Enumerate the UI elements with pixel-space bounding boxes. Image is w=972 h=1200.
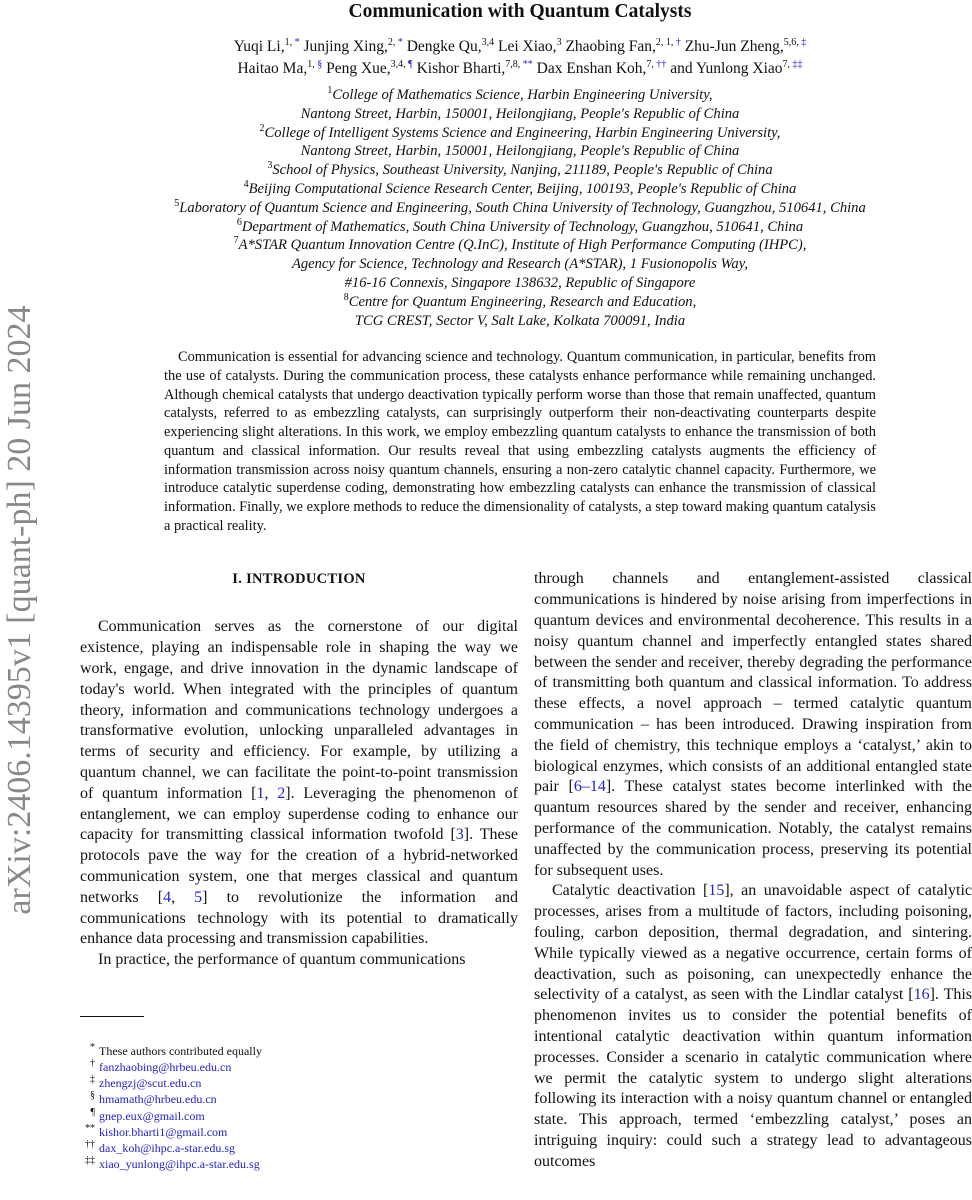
author-affiliation-marks [388, 37, 403, 48]
affiliation-text: #16-16 Connexis, Singapore 138632, Republic of Singapore [344, 274, 696, 291]
author-affiliation-marks [285, 37, 300, 48]
citation-link[interactable]: 15 [708, 882, 725, 900]
author-affiliation-marks [646, 59, 666, 70]
paragraph-text: , [264, 784, 278, 802]
citation-link[interactable]: 5 [194, 888, 203, 906]
author-affiliation-marks [505, 59, 533, 70]
author [537, 60, 667, 77]
paragraph-text: , [171, 888, 195, 906]
affiliation-line [80, 312, 960, 331]
affiliation-text: School of Physics, Southeast University, Nanjing, 211189, People's Republic of China [272, 162, 773, 179]
footnote-link[interactable]: § [317, 58, 323, 70]
affiliation-text: Beijing Computational Science Research Center, Beijing, 100193, People's Republic of China [248, 180, 797, 197]
author-name: Haitao Ma, [237, 60, 308, 77]
affiliation-text: Agency for Science, Technology and Research (A*STAR), 1 Fusionopolis Way, [291, 256, 749, 273]
author [326, 60, 413, 77]
paragraph-text: Communication serves as the cornerstone of our digital existence, playing an indispensable role in shaping the way we work, engage, and drive innovation in the dynamic landscape of today's world. When integrated with the principles of quantum theory, information and communications technology undergoes a transformative evolution, unlocking unparalleled advantages in terms of security and efficiency. For example, by utilizing a quantum channel, we can facilitate the point-to-point transmission of quantum information [ [80, 618, 518, 802]
footnote-rule [80, 1016, 144, 1017]
author [417, 60, 533, 77]
email-link[interactable]: hmamath@hrbeu.edu.cn [99, 1092, 217, 1107]
section-heading-introduction: I. INTRODUCTION [232, 571, 366, 588]
author [670, 60, 802, 77]
citation-link[interactable]: 6–14 [573, 778, 606, 796]
footnote: * These authors contributed equally [90, 1041, 262, 1058]
affiliation-numbers: 7, [646, 58, 657, 70]
footnote-link[interactable]: † [675, 36, 681, 48]
author [565, 38, 680, 55]
affiliation-number: 6 [236, 216, 242, 228]
paragraph-text: ]. These catalyst states become interlinked with the quantum resources shared by the sender and receiver, enhancing performance of the communication. Notably, the catalyst remains unaffected by the communication process, preserving its potential for subsequent uses. [534, 778, 972, 879]
email-link[interactable]: gnep.eux@gmail.com [99, 1108, 205, 1123]
footnote: †† dax_koh@ihpc.a-star.edu.sg [85, 1139, 236, 1156]
paragraph-text: ], an unavoidable aspect of catalytic processes, arises from a multitude of factors, including poisoning, fouling, carbon deposition, thermal degradation, and sintering. While typically viewed as a negative occurrence, certain forms of deactivation, such as poisoning, can unexpectedly enhance the selectivity of a catalyst, as seen with the Lindlar catalyst [ [534, 882, 972, 1004]
author-name: Yuqi Li, [233, 38, 285, 55]
affiliation-text: Department of Mathematics, South China University of Technology, Guangzhou, 510641, China [241, 218, 804, 235]
paper-title: Communication with Quantum Catalysts [348, 1, 692, 22]
email-link[interactable]: kishor.bharti1@gmail.com [99, 1124, 228, 1139]
email-link[interactable]: zhengzj@scut.edu.cn [99, 1076, 202, 1091]
citation-link[interactable]: 16 [913, 986, 930, 1004]
author-affiliation-marks [783, 59, 803, 70]
paragraph-text: ]. This phenomenon invites us to consider the potential benefits of intentional catalytic deactivation within quantum information processes. Consider a scenario in catalytic communication where we permit the catalytic system to undergo slight alterations following its interaction with a noisy quantum channel or entangled state. This approach, termed ‘embezzling catalyst,’ poses an intriguing inquiry: could such a strategy lead to advantageous outcomes [534, 986, 972, 1170]
affiliation-number: 1 [327, 85, 333, 97]
affiliation-numbers: 5,6, [783, 36, 802, 48]
citation-link[interactable]: 2 [277, 784, 286, 802]
footnote-text: These authors contributed equally [99, 1043, 262, 1058]
body-paragraph [80, 950, 518, 971]
author-list [70, 36, 970, 80]
author [234, 38, 300, 55]
affiliation-line [80, 124, 960, 143]
affiliation-numbers: 7,8, [505, 58, 523, 70]
affiliation-number: 5 [174, 197, 180, 209]
footnote-link[interactable]: †† [656, 58, 667, 70]
affiliation-line [80, 142, 960, 161]
author-affiliation-marks [307, 59, 322, 70]
author-affiliation-marks [391, 59, 413, 70]
affiliation-text: A*STAR Quantum Innovation Centre (Q.InC), Institute of High Performance Computing (IHPC), [238, 237, 807, 254]
author [237, 60, 322, 77]
author [685, 38, 807, 55]
citation-link[interactable]: 1 [256, 784, 265, 802]
paragraph-text: ]. Leveraging the phenomenon of entanglement, we can employ superdense coding to enhance our capacity for transmitting classical information twofold [ [80, 784, 519, 844]
body-paragraph [534, 881, 972, 1172]
author-name: Dengke Qu, [406, 38, 482, 55]
author-name: Zhaobing Fan, [565, 38, 656, 55]
affiliation-numbers: 2, 1, [655, 36, 676, 48]
affiliation-numbers: 1, [284, 36, 295, 48]
footnote-link[interactable]: ‡‡ [792, 58, 803, 70]
author-name: Lei Xiao, [498, 38, 557, 55]
author [303, 38, 402, 55]
affiliation-text: TCG CREST, Sector V, Salt Lake, Kolkata 700091, India [354, 312, 686, 329]
affiliation-text: College of Intelligent Systems Science and Engineering, Harbin Engineering University, [264, 124, 781, 141]
footnote-link[interactable]: * [397, 36, 403, 48]
footnote: ** kishor.bharti1@gmail.com [85, 1122, 228, 1139]
affiliation-numbers: 2, [387, 36, 398, 48]
paragraph-text: ] to revolutionize the information and communications technology with its potential to dramatically enhance data processing and transmission capabilities. [80, 888, 519, 948]
author-affiliation-marks [482, 37, 495, 48]
right-column-text [534, 569, 972, 1172]
footnotes [75, 1043, 518, 1173]
affiliation-number: 4 [243, 179, 249, 191]
affiliation-text: Nantong Street, Harbin, 150001, Heilongjiang, People's Republic of China [300, 105, 740, 122]
paragraph-text: In practice, the performance of quantum communications [98, 951, 466, 969]
affiliation-line [80, 105, 960, 124]
footnote-link[interactable]: ‡ [801, 36, 807, 48]
paragraph-text: Catalytic deactivation [ [552, 882, 709, 900]
footnote-area [80, 998, 518, 1173]
affiliation-text: Nantong Street, Harbin, 150001, Heilongjiang, People's Republic of China [300, 143, 740, 160]
author-name: Kishor Bharti, [416, 60, 506, 77]
affiliation-numbers: 3,4, [390, 58, 409, 70]
email-link[interactable]: dax_koh@ihpc.a-star.edu.sg [99, 1141, 236, 1156]
affiliation-text: Laboratory of Quantum Science and Engineering, South China University of Technology, Guangzhou, 510641, China [179, 199, 866, 216]
affiliation-text: Centre for Quantum Engineering, Research and Education, [348, 293, 697, 310]
paragraph-text: through channels and entanglement-assisted classical communications is hindered by noise arising from imperfections in quantum devices and environmental decoherence. This results in a noisy quantum channel and imperfectly entangled states shared between the sender and receiver, thereby degrading the performance of transmitting both quantum and classical information. To address these effects, a novel approach – termed catalytic quantum communication – has been introduced. Drawing inspiration from the field of chemistry, this technique employs a ‘catalyst,’ akin to biological enzymes, which consists of an additional entangled state pair [ [534, 570, 972, 796]
affiliation-list [80, 86, 960, 330]
email-link[interactable]: fanzhaobing@hrbeu.edu.cn [99, 1060, 232, 1075]
affiliation-line [80, 199, 960, 218]
author-affiliation-marks [784, 37, 807, 48]
affiliation-line [80, 86, 960, 105]
author-affiliation-marks [656, 37, 681, 48]
footnote: ‡ zhengzj@scut.edu.cn [90, 1074, 202, 1091]
affiliation-line [80, 161, 960, 180]
email-link[interactable]: xiao_yunlong@ihpc.a-star.edu.sg [99, 1157, 260, 1172]
author-name: Peng Xue, [326, 60, 391, 77]
author-name: Dax Enshan Koh, [536, 60, 647, 77]
footnote-link[interactable]: * [294, 36, 300, 48]
affiliation-line [80, 180, 960, 199]
affiliation-line [80, 274, 960, 293]
affiliation-line [80, 293, 960, 312]
affiliation-number: 8 [343, 291, 349, 303]
affiliation-line [80, 255, 960, 274]
affiliation-numbers: 3,4 [481, 36, 495, 48]
author-name: and Yunlong Xiao [670, 60, 783, 77]
left-column-text [80, 617, 518, 971]
arxiv-identifier-stamp: arXiv:2406.14395v1 [quant-ph] 20 Jun 2024 [1, 305, 38, 915]
author-name: Zhu-Jun Zheng, [684, 38, 784, 55]
affiliation-numbers: 1, [307, 58, 318, 70]
two-column-body [80, 569, 972, 1172]
author-name: Junjing Xing, [303, 38, 388, 55]
footnote: ‡‡ xiao_yunlong@ihpc.a-star.edu.sg [85, 1155, 260, 1172]
author [407, 38, 494, 55]
affiliation-number: 7 [233, 235, 239, 247]
citation-link[interactable]: 4 [163, 888, 172, 906]
right-column [534, 569, 972, 1172]
body-paragraph [80, 617, 518, 950]
footnote: ¶ gnep.eux@gmail.com [90, 1106, 205, 1123]
author-affiliation-marks [557, 37, 562, 48]
affiliation-line [80, 236, 960, 255]
affiliation-number: 2 [259, 122, 265, 134]
body-paragraph [534, 569, 972, 881]
footnote-link[interactable]: ** [522, 58, 533, 70]
author [498, 38, 562, 55]
affiliation-numbers: 7, [782, 58, 793, 70]
footnote: † fanzhaobing@hrbeu.edu.cn [90, 1058, 232, 1075]
paragraph-text: ]. These protocols pave the way for the creation of a hybrid-networked communication system, one that merges classical and quantum networks [ [80, 826, 518, 906]
left-column [80, 569, 518, 1172]
affiliation-text: College of Mathematics Science, Harbin Engineering University, [332, 87, 713, 103]
footnote-link[interactable]: ¶ [408, 58, 413, 70]
affiliation-number: 3 [267, 160, 273, 172]
citation-link[interactable]: 3 [455, 826, 464, 844]
abstract: Communication is essential for advancing science and technology. Quantum communication, in particular, benefits from the use of catalysts. During the communication process, these catalysts enhance performance while remaining unchanged. Although chemical catalysts that undergo deactivation typically perform worse than those that remain unaffected, quantum catalysts, referred to as embezzling catalysts, can surprisingly outperform their non-deactivating counterparts despite experiencing slight alterations. In this work, we employ embezzling quantum catalysts to enhance the transmission of both quantum and classical information. Our results reveal that using embezzling catalysts augments the efficiency of information transmission across noisy quantum channels, ensuring a non-zero catalytic channel capacity. Furthermore, we introduce catalytic superdense coding, demonstrating how embezzling catalysts can enhance the transmission of classical information. Finally, we explore methods to reduce the dimensionality of catalysts, a step toward making quantum catalysis a practical reality. [164, 349, 876, 534]
affiliation-numbers: 3 [556, 36, 562, 48]
affiliation-line [80, 218, 960, 237]
footnote: § hmamath@hrbeu.edu.cn [90, 1090, 217, 1107]
